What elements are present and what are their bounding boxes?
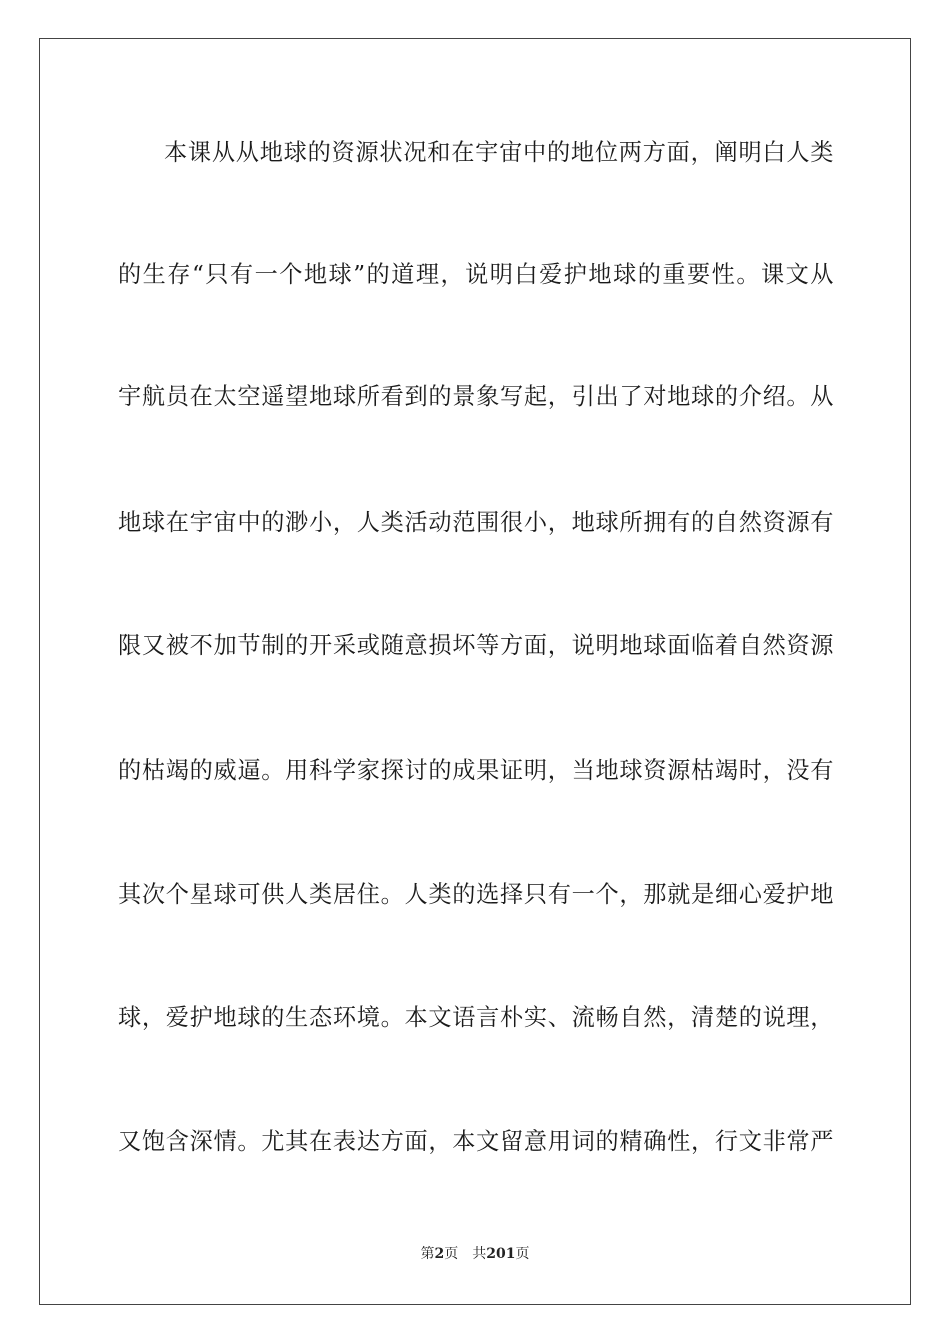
total-suffix: 页	[515, 1246, 530, 1262]
total-pages: 201	[486, 1246, 516, 1262]
page-number: 2	[434, 1246, 445, 1262]
total-prefix: 共	[472, 1246, 487, 1262]
text-line-7: 其次个星球可供人类居住。人类的选择只有一个，那就是细心爱护地	[118, 881, 834, 908]
text-line-9: 又饱含深情。尤其在表达方面，本文留意用词的精确性，行文非常严	[118, 1128, 834, 1155]
text-line-2: 的生存“只有一个地球”的道理，说明白爱护地球的重要性。课文从	[118, 261, 834, 288]
text-line-6: 的枯竭的威逼。用科学家探讨的成果证明，当地球资源枯竭时，没有	[118, 757, 834, 784]
page-footer	[0, 1244, 950, 1264]
text-line-4: 地球在宇宙中的渺小，人类活动范围很小，地球所拥有的自然资源有	[118, 509, 834, 536]
text-line-1: 本课从从地球的资源状况和在宇宙中的地位两方面，阐明白人类	[164, 139, 834, 166]
page-prefix: 第	[420, 1246, 435, 1262]
text-line-5: 限又被不加节制的开采或随意损坏等方面，说明地球面临着自然资源	[118, 632, 834, 659]
page-suffix: 页	[444, 1246, 459, 1262]
page-border	[39, 38, 911, 1305]
text-line-8: 球，爱护地球的生态环境。本文语言朴实、流畅自然，清楚的说理，	[118, 1004, 834, 1031]
text-line-3: 宇航员在太空遥望地球所看到的景象写起，引出了对地球的介绍。从	[118, 383, 834, 410]
